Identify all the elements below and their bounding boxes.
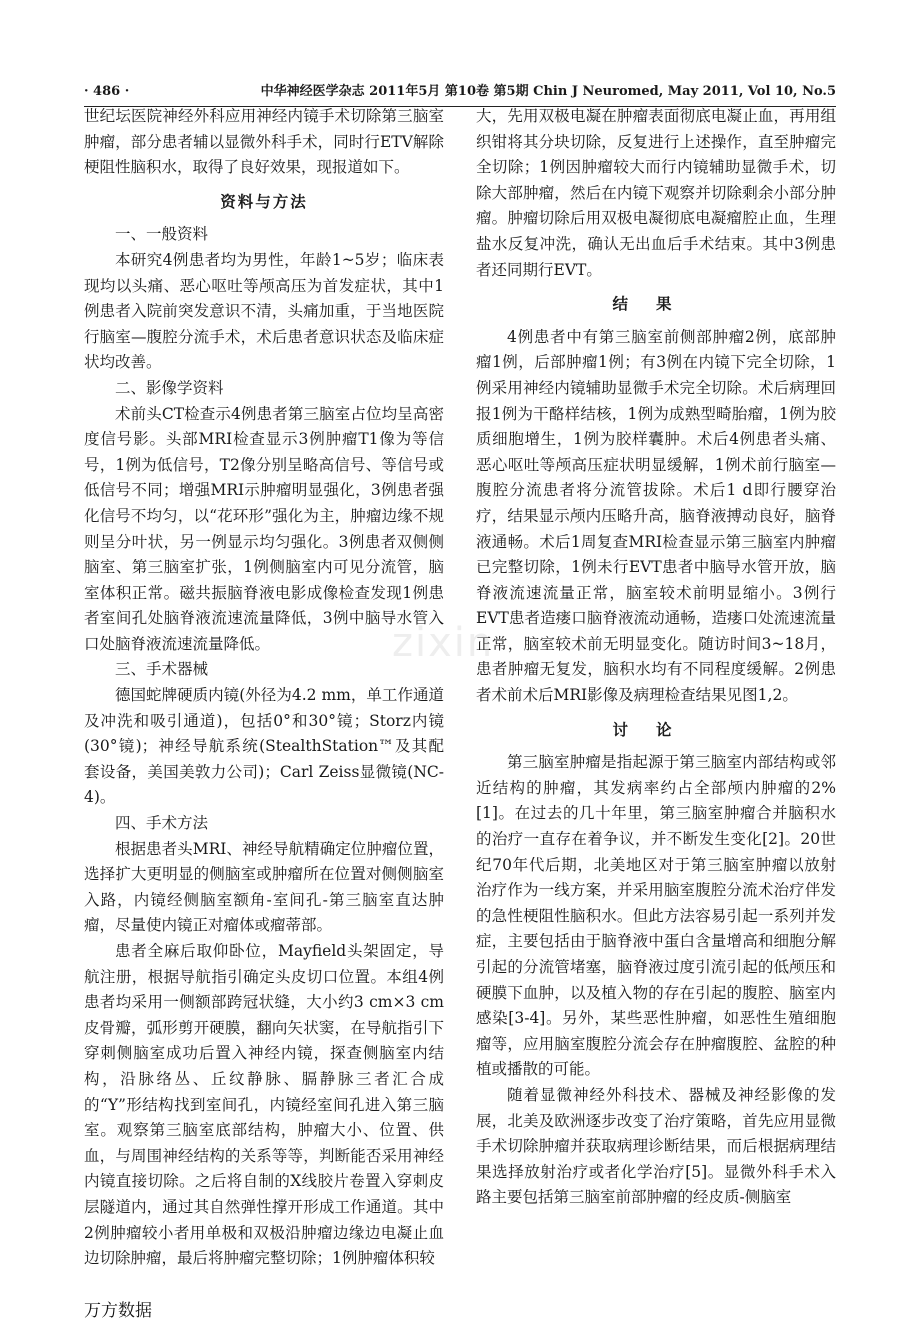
subheading-surgery: 四、手术方法 xyxy=(115,814,209,833)
section-heading-results: 结果 xyxy=(612,294,700,314)
subheading-equipment: 三、手术器械 xyxy=(115,660,209,679)
paragraph-surgery-2: 患者全麻后取仰卧位，Mayfield头架固定，导航注册，根据导航指引确定头皮切口位置。本组4例患者均采用一侧额部跨冠状缝，大小约3 cm×3 cm皮骨瓣，弧形剪开硬膜，翻向矢状窦，在导航指引下穿刺侧脑室成功后置入神经内镜，探查侧脑室内结构，沿脉络丛、丘纹静脉、膈静脉三者汇合成的“Y”形结构找到室间孔，内镜经室间孔进入第三脑室。观察第三脑室底部结构，肿瘤大小、位置、供血，与周围神经结构的关系等等，判断能否采用神经内镜直接切除。之后将自制的X线胶片卷置入穿刺皮层隧道内，通过其自然弹性撑开形成工作通道。其中2例肿瘤较小者用单极和双极沿肿瘤边缘边电凝止血边切除肿瘤，最后将肿瘤完整切除；1例肿瘤体积较 xyxy=(84,942,444,1268)
paragraph-imaging: 术前头CT检查示4例患者第三脑室占位均呈高密度信号影。头部MRI检查显示3例肿瘤T1像为等信号，1例为低信号，T2像分别呈略高信号、等信号或低信号不同；增强MRI示肿瘤明显强化，3例患者强化信号不均匀，以“花环形”强化为主，肿瘤边缘不规则呈分叶状，另一例显示均匀强化。3例患者双侧侧脑室、第三脑室扩张，1例侧脑室内可见分流管，脑室体积正常。磁共振脑脊液电影成像检查发现1例患者室间孔处脑脊液流速流量降低，3例中脑导水管入口处脑脊液流速流量降低。 xyxy=(84,404,444,653)
paragraph-results: 4例患者中有第三脑室前侧部肿瘤2例，底部肿瘤1例，后部肿瘤1例；有3例在内镜下完全切除，1例采用神经内镜辅助显微手术完全切除。术后病理回报1例为干酪样结核，1例为成熟型畸胎瘤，1例为胶质细胞增生，1例为胶样囊肿。术后4例患者头痛、恶心呕吐等颅高压症状明显缓解，1例术前行脑室—腹腔分流患者将分流管拔除。术后1 d即行腰穿治疗，结果显示颅内压略升高，脑脊液搏动良好，脑脊液通畅。术后1周复查MRI检查显示第三脑室内肿瘤已完整切除，1例未行EVT患者中脑导水管开放，脑脊液流速流量正常，脑室较术前明显缩小。3例行EVT患者造瘘口脑脊液流动通畅，造瘘口处流速流量正常，脑室较术前无明显变化。随访时间3~18月，患者肿瘤无复发，脑积水均有不同程度缓解。2例患者术前术后MRI影像及病理检查结果见图1,2。 xyxy=(476,327,836,705)
paragraph-discussion-1: 第三脑室肿瘤是指起源于第三脑室内部结构或邻近结构的肿瘤，其发病率约占全部颅内肿瘤的2%[1]。在过去的几十年里，第三脑室肿瘤合并脑积水的治疗一直存在着争议，并不断发生变化[2]。20世纪70年代后期，北美地区对于第三脑室肿瘤以放射治疗作为一线方案，并采用脑室腹腔分流术治疗伴发的急性梗阻性脑积水。但此方法容易引起一系列并发症，主要包括由于脑脊液中蛋白含量增高和细胞分解引起的分流管堵塞，脑脊液过度引流引起的低颅压和硬膜下血肿，以及植入物的存在引起的腹腔、脑室内感染[3-4]。另外，某些恶性肿瘤，如恶性生殖细胞瘤等，应用脑室腹腔分流会存在肿瘤腹腔、盆腔的种植或播散的可能。 xyxy=(476,753,836,1079)
section-heading-methods: 资料与方法 xyxy=(220,191,308,211)
right-column xyxy=(476,104,836,1211)
paragraph-surgery-1: 根据患者头MRI、神经导航精确定位肿瘤位置，选择扩大更明显的侧脑室或肿瘤所在位置对侧侧脑室入路，内镜经侧脑室额角-室间孔-第三脑室直达肿瘤，尽量使内镜正对瘤体或瘤蒂部。 xyxy=(84,839,444,935)
subheading-imaging: 二、影像学资料 xyxy=(115,378,224,397)
page-number: · 486 · xyxy=(84,84,130,99)
paragraph-surgery-continued: 大，先用双极电凝在肿瘤表面彻底电凝止血，再用组织钳将其分块切除，反复进行上述操作，直至肿瘤完全切除；1例因肿瘤较大而行内镜辅助显微手术，切除大部肿瘤，然后在内镜下观察并切除剩余小部分肿瘤。肿瘤切除后用双极电凝彻底电凝瘤腔止血，生理盐水反复冲洗，确认无出血后手术结束。其中3例患者还同期行EVT。 xyxy=(476,107,836,279)
footer-source: 万方数据 xyxy=(84,1301,152,1321)
paragraph-equipment: 德国蛇牌硬质内镜(外径为4.2 mm，单工作通道及冲洗和吸引通道)，包括0°和30°镜；Storz内镜(30°镜)；神经导航系统(StealthStation™及其配套设备，美国美敦力公司)；Carl Zeiss显微镜(NC-4)。 xyxy=(84,686,444,807)
journal-citation: 中华神经医学杂志 2011年5月 第10卷 第5期 Chin J Neuromed, May 2011, Vol 10, No.5 xyxy=(260,84,836,99)
subheading-general: 一、一般资料 xyxy=(115,225,209,244)
paragraph-general: 本研究4例患者均为男性，年龄1~5岁；临床表现均以头痛、恶心呕吐等颅高压为首发症状，其中1例患者入院前突发意识不清，头痛加重，于当地医院行脑室—腹腔分流手术，术后患者意识状态及临床症状均改善。 xyxy=(84,250,444,372)
paragraph-discussion-2: 随着显微神经外科技术、器械及神经影像的发展，北美及欧洲逐步改变了治疗策略，首先应用显微手术切除肿瘤并获取病理诊断结果，而后根据病理结果选择放射治疗或者化学治疗[5]。显微外科手术入路主要包括第三脑室前部肿瘤的经皮质-侧脑室 xyxy=(476,1085,836,1207)
intro-paragraph: 世纪坛医院神经外科应用神经内镜手术切除第三脑室肿瘤，部分患者辅以显微外科手术，同时行ETV解除梗阻性脑积水，取得了良好效果，现报道如下。 xyxy=(84,107,444,177)
left-column xyxy=(84,104,444,1272)
watermark: zixin xyxy=(392,620,495,666)
section-heading-discussion: 讨论 xyxy=(612,719,700,739)
